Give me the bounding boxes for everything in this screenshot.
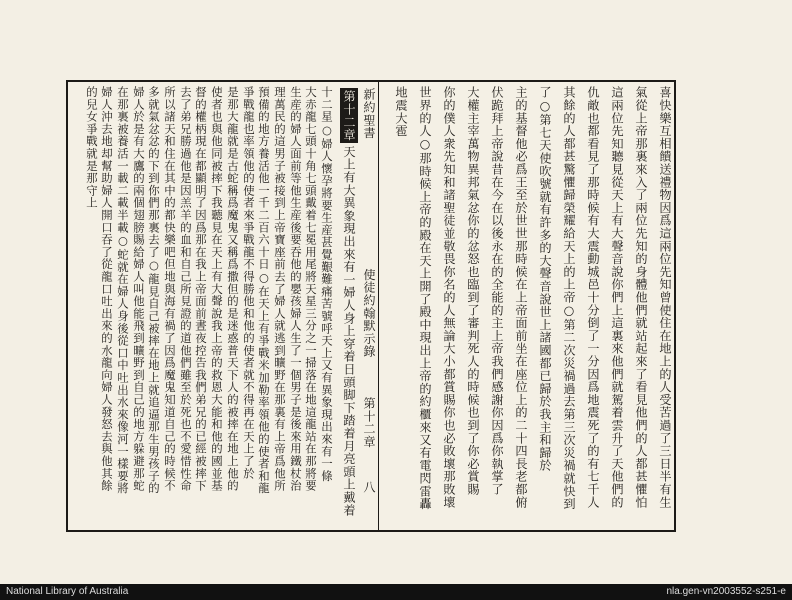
page-identifier: nla.gen-vn2003552-s251-e <box>666 586 786 597</box>
library-credit: National Library of Australia <box>6 586 129 597</box>
text-column: 大赤龍七頭十角七頭戴着七冕用尾將天星三分之一掃落在地這龍站在那將要 <box>304 86 318 492</box>
text-column: 伏跪拜上帝說昔在今在以後永在的全能的主上帝我們感謝你因爲你執掌了 <box>490 86 504 496</box>
text-column: 使者也與他同被摔下我聽見在天上有大聲說我上帝的救恩大能和他的國並基 <box>210 86 224 492</box>
running-title-column <box>360 88 378 524</box>
center-band-divider <box>378 82 380 530</box>
text-column: 生産的婦人面前等他生産後要吞他的嬰孩婦人生了一個男子是後來用鐵杖治 <box>289 86 303 492</box>
book-title: 新約聖書 <box>362 88 376 140</box>
text-column: 其餘的人都甚驚懼歸榮耀給天上的上帝○第二次災禍過去第三次災禍就快到 <box>562 86 576 511</box>
chapter-heading-column <box>340 88 358 524</box>
text-column: 地震大雹 <box>394 86 408 138</box>
book-subtitle: 使徒約翰默示錄 <box>362 268 376 358</box>
text-column: 在那裏被養活一載二載半載○蛇就在婦人身後從口中吐出水來像河一樣要將 <box>116 86 130 495</box>
text-column: 大權主宰萬物異邦氣忿你的忿怒也臨到了審判死人的時候也到了你必賞賜 <box>466 86 480 496</box>
footer-bar <box>0 584 792 600</box>
text-column: 所以諸天和住在其中的都快樂吧但地與海有禍了因爲魔鬼知道自己的時候不 <box>163 86 177 492</box>
text-column: 婦人於是有大鷹的兩個翅膀賜給婦人叫他能飛到曠野到自己的地方躲避那蛇 <box>132 86 146 492</box>
text-column: 督的權柄現在都顯明了因爲那在我上帝面前晝夜控告我們弟兄的已經被摔下 <box>194 86 208 492</box>
text-column: 這兩位先知聽見從天上有大聲音說你們上這裏來他們就駕着雲升了天他們的 <box>610 86 624 509</box>
chapter-opening-text: 天上有大異象現出來有一婦人身上穿着日頭脚下踏着月亮頭上戴着 <box>342 145 356 517</box>
text-column: 了○第七天使吹號就有許多的大聲音說世上諸國都已歸於我主和歸於 <box>538 86 552 472</box>
text-column: 去了弟兄勝過他是因羔羊的血和自己所見證的道他們雖至於死也不愛惜性命 <box>179 86 193 492</box>
printed-text-block <box>66 80 676 532</box>
page-number: 八 <box>362 480 376 494</box>
chapter-label: 第十二章 <box>342 90 356 142</box>
text-column: 的兒女爭戰就是那守上 <box>85 86 99 209</box>
text-column: 十二星○婦人懷孕將要生産甚覺艱難痛苦號呼天上又有異象現出來有一條 <box>320 86 334 483</box>
text-column: 爭戰龍也率領他的使者來爭戰龍不得勝他和他的使者就不得再在天上了於 <box>242 86 256 480</box>
chapter-number: 第十二章 <box>362 396 376 448</box>
text-column: 仇敵也都看見了那時候有大震動城邑十分倒了一分因爲地震死了的有七千人 <box>586 86 600 509</box>
text-column: 理萬民的這男子被接到上帝寶座前去了婦人就逃到曠野在那裏有上帝爲他所 <box>273 86 287 492</box>
text-column: 主的基督他必爲王至於世世那時候在上帝面前坐在座位上的二十四長老都俯 <box>514 86 528 509</box>
text-column: 多就氣忿忿的下到你們那裏去了○龍見自己被摔在地上就追逼那生男孩子的 <box>147 86 161 495</box>
text-column: 喜快樂互相饋送禮物因爲這兩位先知曾使住在地上的人受苦過了三日半有生 <box>658 86 672 509</box>
text-column: 預備的地方養活他一千二百六十日○在天上有爭戰米加勒率領他的使者和龍 <box>257 86 271 495</box>
text-column: 你的僕人衆先知和諸聖徒並敬畏你名的人無論大小都賞賜你也必敗壞那敗壞 <box>442 86 456 509</box>
text-column: 是那大龍就是古蛇稱爲魔鬼又稱爲撒但的是迷惑普天下人的被摔在地上他的 <box>226 86 240 492</box>
text-column: 氣從上帝那裏來入了兩位先知的身體他們就站起來了看見他們的人都甚懼怕 <box>634 86 648 509</box>
text-column: 世界的人○那時候上帝的殿在天上開了殿中現出上帝的約櫃來又有電閃雷轟 <box>418 86 432 511</box>
text-column: 婦人沖去地却幫助婦人開口吞了從龍口吐出來的水龍向婦人發怒去與他其餘 <box>100 86 114 492</box>
